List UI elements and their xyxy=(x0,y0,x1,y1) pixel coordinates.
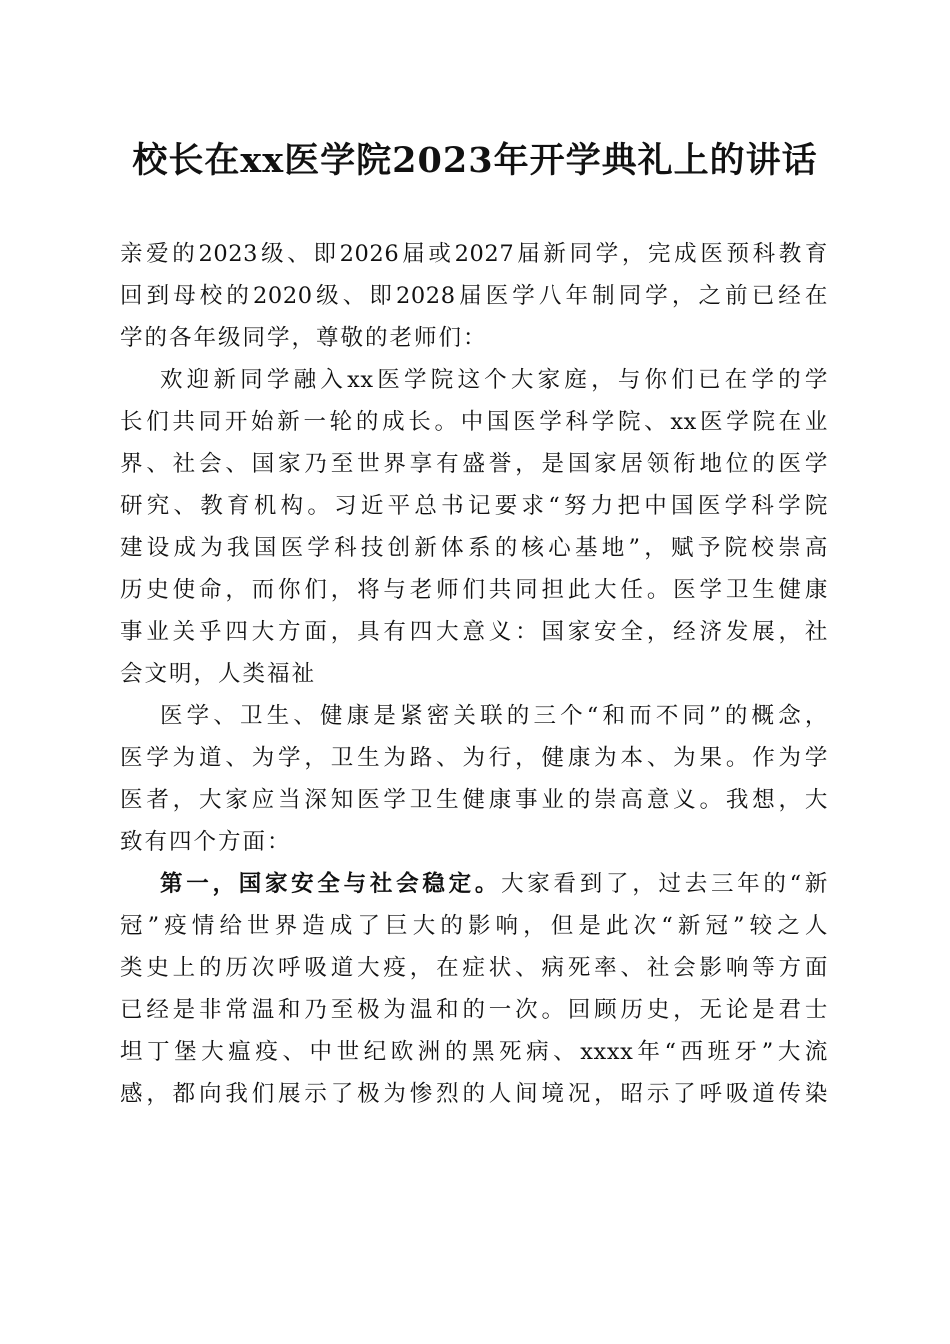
point-heading: 第一，国家安全与社会稳定。 xyxy=(160,871,502,897)
text-line: 亲爱的2023级、即2026届或2027届新同学，完成医预科教育 xyxy=(120,241,828,267)
text-line: 医者，大家应当深知医学卫生健康事业的崇高意义。我想，大 xyxy=(120,787,828,813)
text-line: 长们共同开始新一轮的成长。中国医学科学院、xx医学院在业 xyxy=(120,409,828,435)
paragraph-salutation xyxy=(120,233,828,359)
document-title: 校长在xx医学院2023年开学典礼上的讲话 xyxy=(132,140,818,181)
text-line: 坦丁堡大瘟疫、中世纪欧洲的黑死病、xxxx年“西班牙”大流 xyxy=(120,1039,828,1065)
text-line: 已经是非常温和乃至极为温和的一次。回顾历史，无论是君士 xyxy=(120,997,828,1023)
text-line: 学的各年级同学，尊敬的老师们： xyxy=(120,325,488,351)
text-line: 界、社会、国家乃至世界享有盛誉，是国家居领衔地位的医学 xyxy=(120,451,828,477)
text-line: 回到母校的2020级、即2028届医学八年制同学，之前已经在 xyxy=(120,283,828,309)
text-line: 研究、教育机构。习近平总书记要求“努力把中国医学科学院 xyxy=(120,493,828,519)
text-line: 建设成为我国医学科技创新体系的核心基地”，赋予院校崇高 xyxy=(120,535,828,561)
text-line: 医学、卫生、健康是紧密关联的三个“和而不同”的概念， xyxy=(160,703,828,729)
text-line: 冠”疫情给世界造成了巨大的影响，但是此次“新冠”较之人 xyxy=(120,913,828,939)
document-body xyxy=(120,233,828,1115)
text-line: 欢迎新同学融入xx医学院这个大家庭，与你们已在学的学 xyxy=(160,367,828,393)
paragraph-first-point xyxy=(120,863,828,1115)
text-span: 大家看到了，过去三年的“新 xyxy=(501,871,828,897)
paragraph-concepts xyxy=(120,695,828,863)
text-line xyxy=(120,863,828,905)
text-line: 事业关乎四大方面，具有四大意义：国家安全，经济发展，社 xyxy=(120,619,828,645)
text-line: 会文明，人类福祉 xyxy=(120,661,317,687)
text-line: 医学为道、为学，卫生为路、为行，健康为本、为果。作为学 xyxy=(120,745,828,771)
text-line: 感，都向我们展示了极为惨烈的人间境况，昭示了呼吸道传染 xyxy=(120,1081,828,1107)
paragraph-welcome xyxy=(120,359,828,695)
text-line: 历史使命，而你们，将与老师们共同担此大任。医学卫生健康 xyxy=(120,577,828,603)
text-line: 类史上的历次呼吸道大疫，在症状、病死率、社会影响等方面 xyxy=(120,955,828,981)
text-line: 致有四个方面： xyxy=(120,829,292,855)
